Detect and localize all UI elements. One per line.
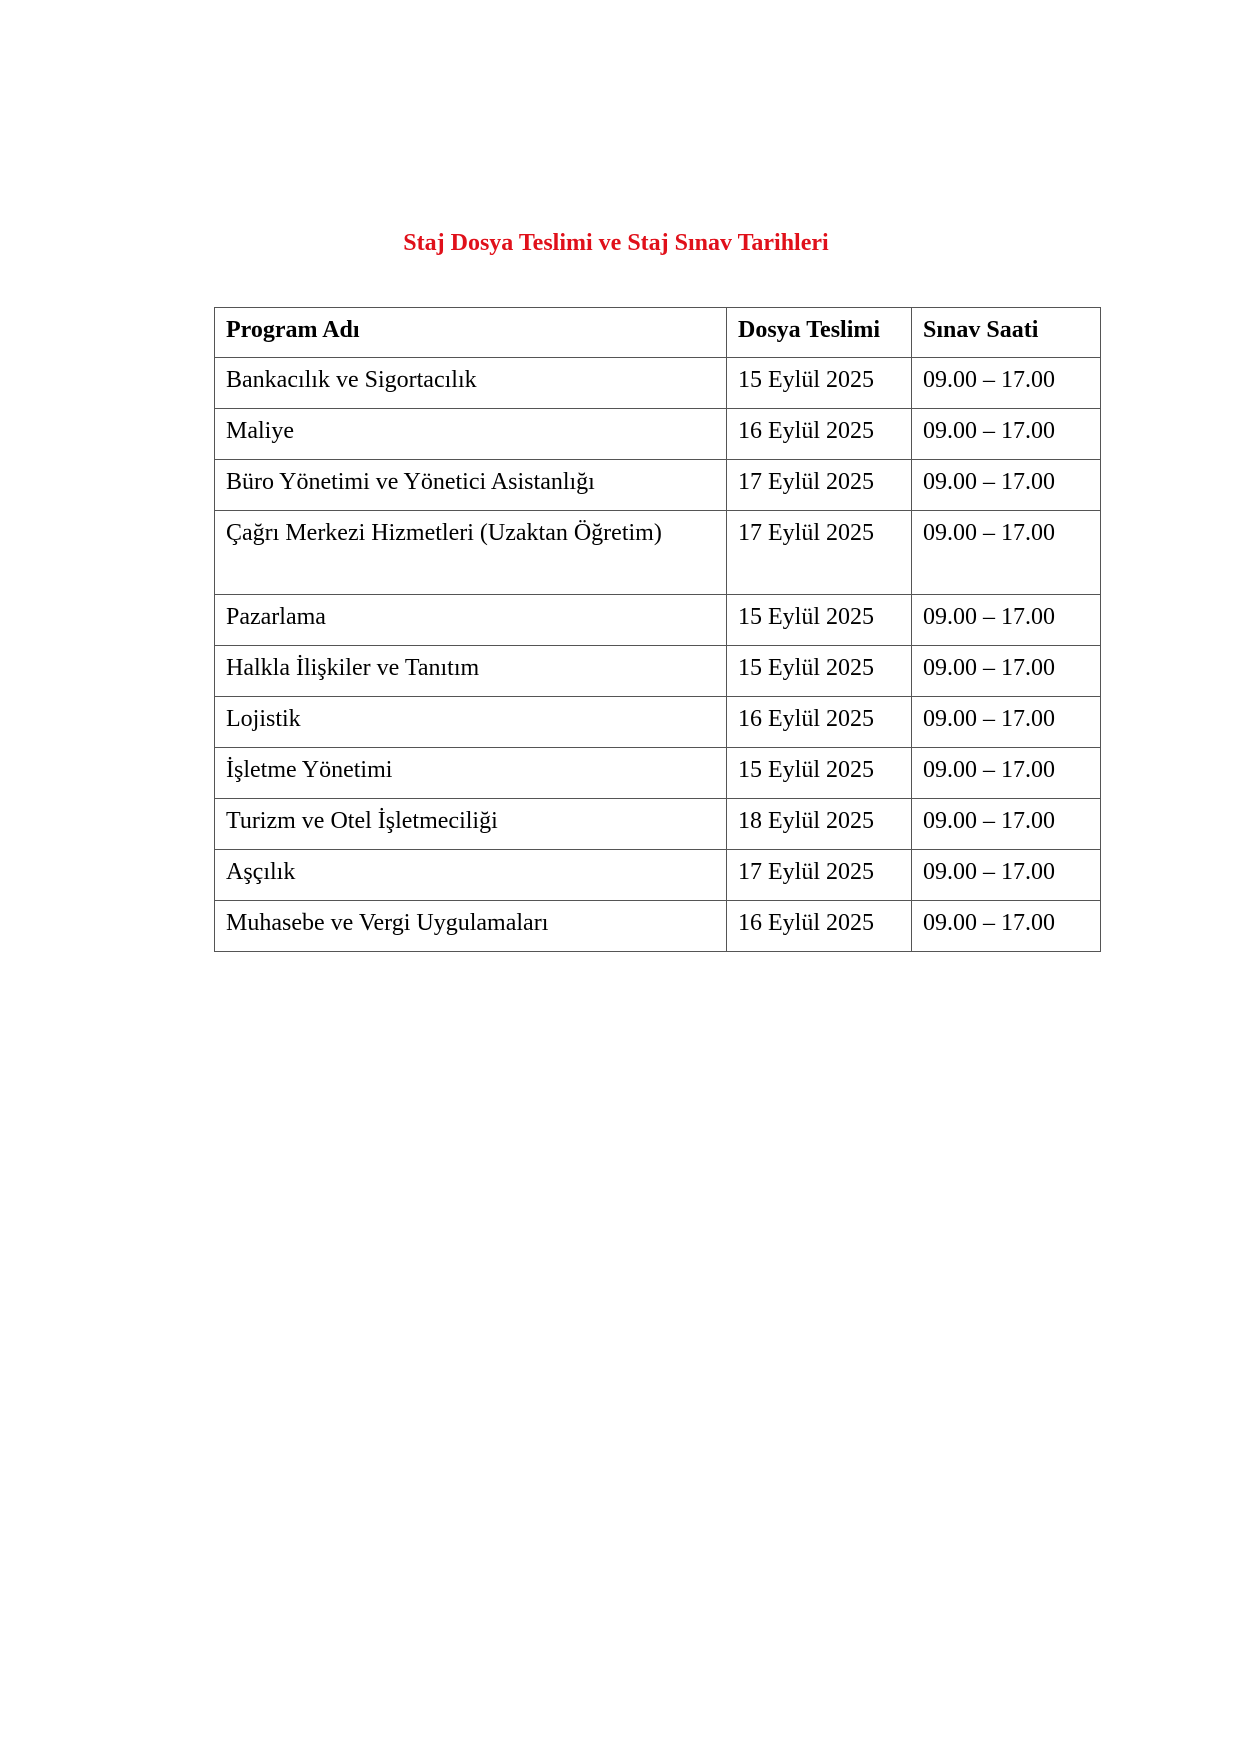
table-row xyxy=(215,901,1101,952)
exam-time-cell: 09.00 – 17.00 xyxy=(912,799,1101,850)
exam-time-cell: 09.00 – 17.00 xyxy=(912,748,1101,799)
exam-time-cell: 09.00 – 17.00 xyxy=(912,358,1101,409)
submission-date-cell: 15 Eylül 2025 xyxy=(727,646,912,697)
table-row xyxy=(215,697,1101,748)
table-row xyxy=(215,409,1101,460)
schedule-table xyxy=(214,307,1101,952)
program-name-cell: Çağrı Merkezi Hizmetleri (Uzaktan Öğretim) xyxy=(215,511,727,595)
exam-time-cell: 09.00 – 17.00 xyxy=(912,850,1101,901)
exam-time-cell: 09.00 – 17.00 xyxy=(912,646,1101,697)
submission-date-cell: 16 Eylül 2025 xyxy=(727,697,912,748)
submission-date-cell: 15 Eylül 2025 xyxy=(727,358,912,409)
submission-date-cell: 16 Eylül 2025 xyxy=(727,409,912,460)
table-row xyxy=(215,511,1101,595)
submission-date-cell: 18 Eylül 2025 xyxy=(727,799,912,850)
program-name-cell: Pazarlama xyxy=(215,595,727,646)
table-row xyxy=(215,799,1101,850)
table-row xyxy=(215,646,1101,697)
exam-time-cell: 09.00 – 17.00 xyxy=(912,409,1101,460)
program-name-cell: Halkla İlişkiler ve Tanıtım xyxy=(215,646,727,697)
submission-date-cell: 16 Eylül 2025 xyxy=(727,901,912,952)
header-program-name: Program Adı xyxy=(215,308,727,358)
table-row xyxy=(215,460,1101,511)
exam-time-cell: 09.00 – 17.00 xyxy=(912,901,1101,952)
program-name-cell: Bankacılık ve Sigortacılık xyxy=(215,358,727,409)
table-row xyxy=(215,595,1101,646)
header-file-submission: Dosya Teslimi xyxy=(727,308,912,358)
program-name-cell: Lojistik xyxy=(215,697,727,748)
submission-date-cell: 17 Eylül 2025 xyxy=(727,511,912,595)
exam-time-cell: 09.00 – 17.00 xyxy=(912,460,1101,511)
program-name-cell: Muhasebe ve Vergi Uygulamaları xyxy=(215,901,727,952)
table-row xyxy=(215,358,1101,409)
program-name-cell: Turizm ve Otel İşletmeciliği xyxy=(215,799,727,850)
program-name-cell: Büro Yönetimi ve Yönetici Asistanlığı xyxy=(215,460,727,511)
table-row xyxy=(215,850,1101,901)
table-row xyxy=(215,748,1101,799)
program-name-cell: Aşçılık xyxy=(215,850,727,901)
page-title: Staj Dosya Teslimi ve Staj Sınav Tarihleri xyxy=(403,230,829,256)
program-name-cell: Maliye xyxy=(215,409,727,460)
header-exam-time: Sınav Saati xyxy=(912,308,1101,358)
submission-date-cell: 15 Eylül 2025 xyxy=(727,595,912,646)
submission-date-cell: 17 Eylül 2025 xyxy=(727,460,912,511)
exam-time-cell: 09.00 – 17.00 xyxy=(912,595,1101,646)
exam-time-cell: 09.00 – 17.00 xyxy=(912,697,1101,748)
program-name-cell: İşletme Yönetimi xyxy=(215,748,727,799)
submission-date-cell: 17 Eylül 2025 xyxy=(727,850,912,901)
exam-time-cell: 09.00 – 17.00 xyxy=(912,511,1101,595)
table-header-row xyxy=(215,308,1101,358)
submission-date-cell: 15 Eylül 2025 xyxy=(727,748,912,799)
